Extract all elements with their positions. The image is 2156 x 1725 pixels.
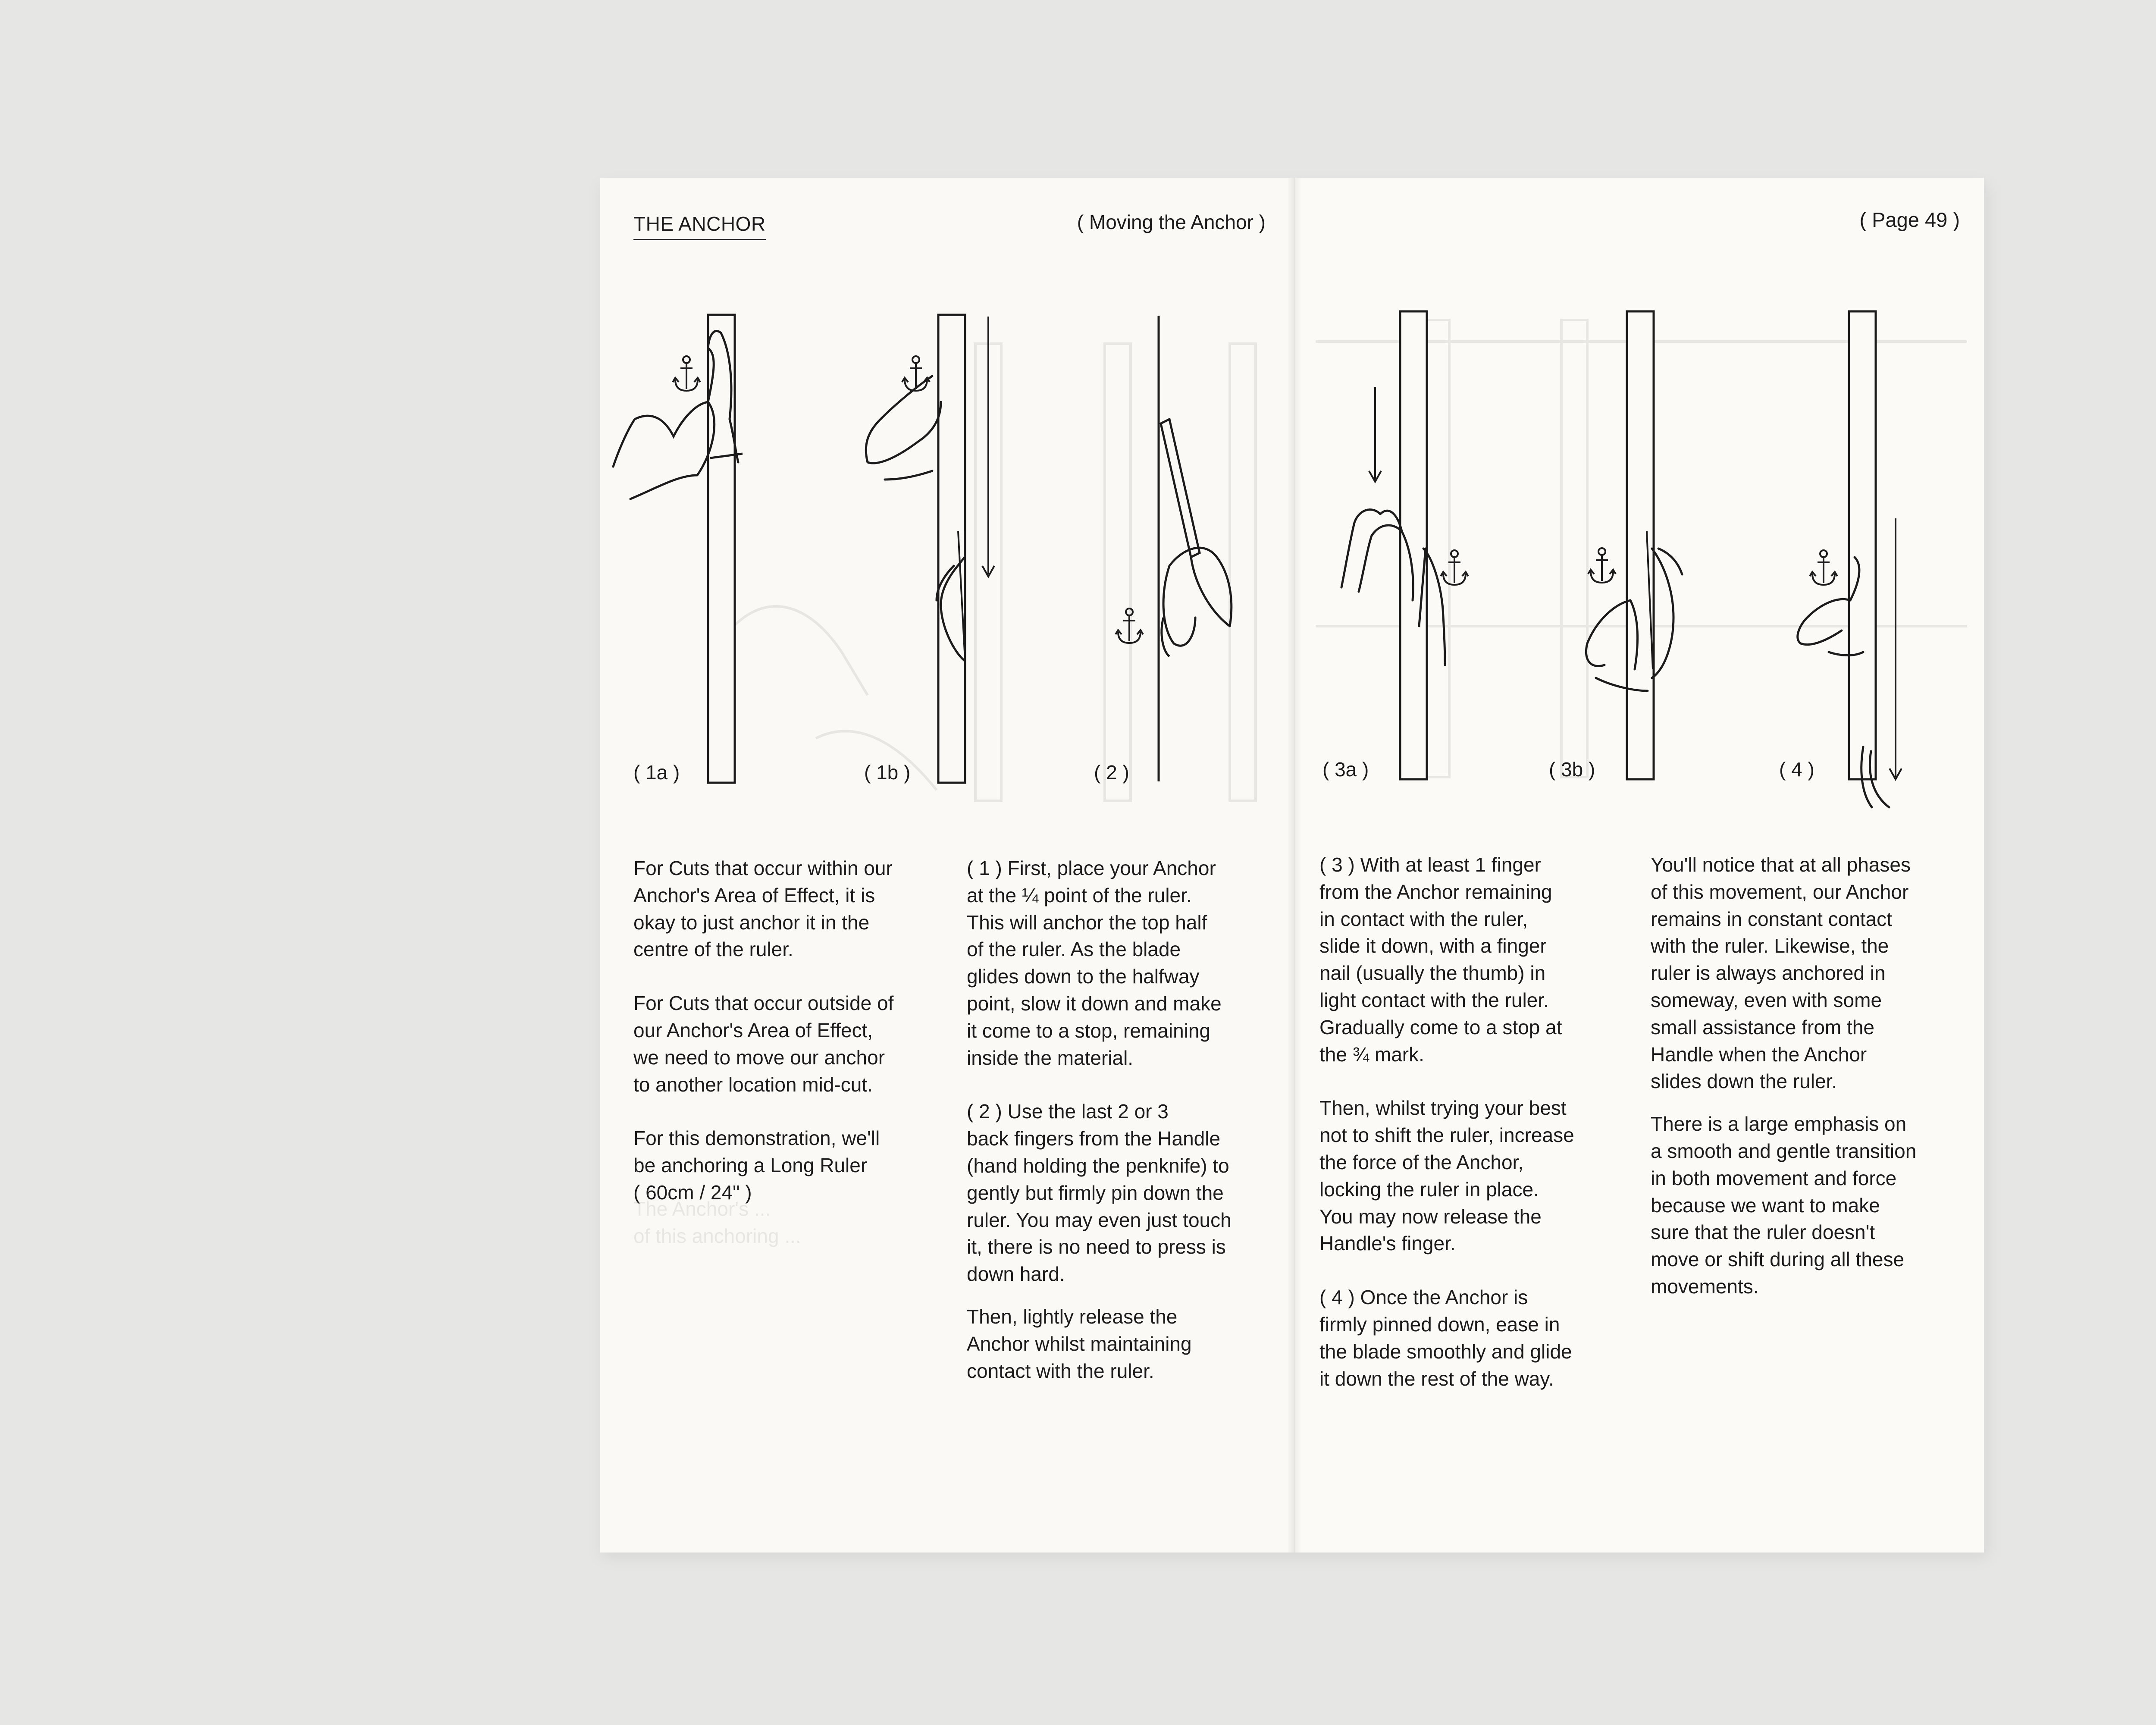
paragraph: ( 3 ) With at least 1 finger from the Anchor remaining in contact with the ruler, slide it down, with a finger nail (usually the thumb) in light contact with the ruler. Gradually come to a stop at the ¾ mark. [1319,853,1562,1066]
hand-icon [866,376,941,480]
step-3a-figure [1341,311,1468,779]
step-2-figure [1116,316,1232,781]
right-page [1294,178,1984,1552]
hand-icon [1652,549,1682,678]
section-subtitle: ( Moving the Anchor ) [1077,211,1266,233]
ruler-icon [1627,311,1654,779]
caption-3a: ( 3a ) [1322,758,1369,781]
paragraph: You'll notice that at all phases of this movement, our Anchor remains in constant contact with the ruler. Likewise, the ruler is always anchored in someway, even with some small assistance from the Handle when the Anchor slides down the ruler. [1651,853,1911,1093]
paragraph: Then, lightly release the Anchor whilst maintaining contact with the ruler. [967,1305,1192,1382]
step-4-figure [1798,311,1902,807]
page-number: ( Page 49 ) [1859,208,1960,231]
text-column-3 [1319,851,1621,1419]
paragraph: For this demonstration, we'll be anchoring a Long Ruler ( 60cm / 24" ) [633,1127,880,1204]
illustration-right [1294,178,1984,825]
ruler-icon [1849,311,1876,779]
illustration-left [600,178,1294,825]
ruler-icon [938,315,965,783]
paragraph: There is a large emphasis on a smooth and gentle transition in both movement and force because we want to make sure that the ruler doesn't move or shift during all these movements. [1651,1113,1917,1298]
penknife-icon [1161,419,1200,557]
text-column-4 [1651,851,1952,1327]
paragraph: Then, whilst trying your best not to shift the ruler, increase the force of the Anchor, locking the ruler in place. You may now release the Handle's finger. [1319,1097,1574,1255]
hand-icon [1163,548,1232,646]
caption-1a: ( 1a ) [633,761,680,784]
ghost-text-block: The Anchor's ... of this anchoring ... [633,1198,801,1247]
ruler-icon [1400,311,1427,779]
paragraph: For Cuts that occur outside of our Anchor's Area of Effect, we need to move our anchor to another location mid-cut. [633,992,894,1096]
step-1a-figure [613,315,743,783]
paragraph: For Cuts that occur within our Anchor's Area of Effect, it is okay to just anchor it in the centre of the ruler. [633,857,893,961]
caption-2: ( 2 ) [1094,761,1129,784]
anchor-icon [673,356,700,391]
step-1b-figure [866,315,994,783]
book-gutter [1287,178,1302,1552]
text-column-2 [967,855,1269,1411]
caption-1b: ( 1b ) [864,761,911,784]
step-3b-figure [1586,311,1682,779]
caption-4: ( 4 ) [1779,758,1814,781]
text-column-1 [633,855,935,1233]
left-page [600,178,1294,1552]
paragraph: ( 4 ) Once the Anchor is firmly pinned down, ease in the blade smoothly and glide it down the rest of the way. [1319,1286,1572,1390]
paragraph: ( 2 ) Use the last 2 or 3 back fingers from the Handle (hand holding the penknife) to gently but firmly pin down the ruler. You may even just touch it, there is no need to press is down hard. [967,1100,1232,1286]
section-title: THE ANCHOR [633,212,766,240]
caption-3b: ( 3b ) [1549,758,1595,781]
paragraph: ( 1 ) First, place your Anchor at the ¼ point of the ruler. This will anchor the top half of the ruler. As the blade glides down to the halfway point, slow it down and make it come to a stop, remaining inside the material. [967,857,1222,1069]
